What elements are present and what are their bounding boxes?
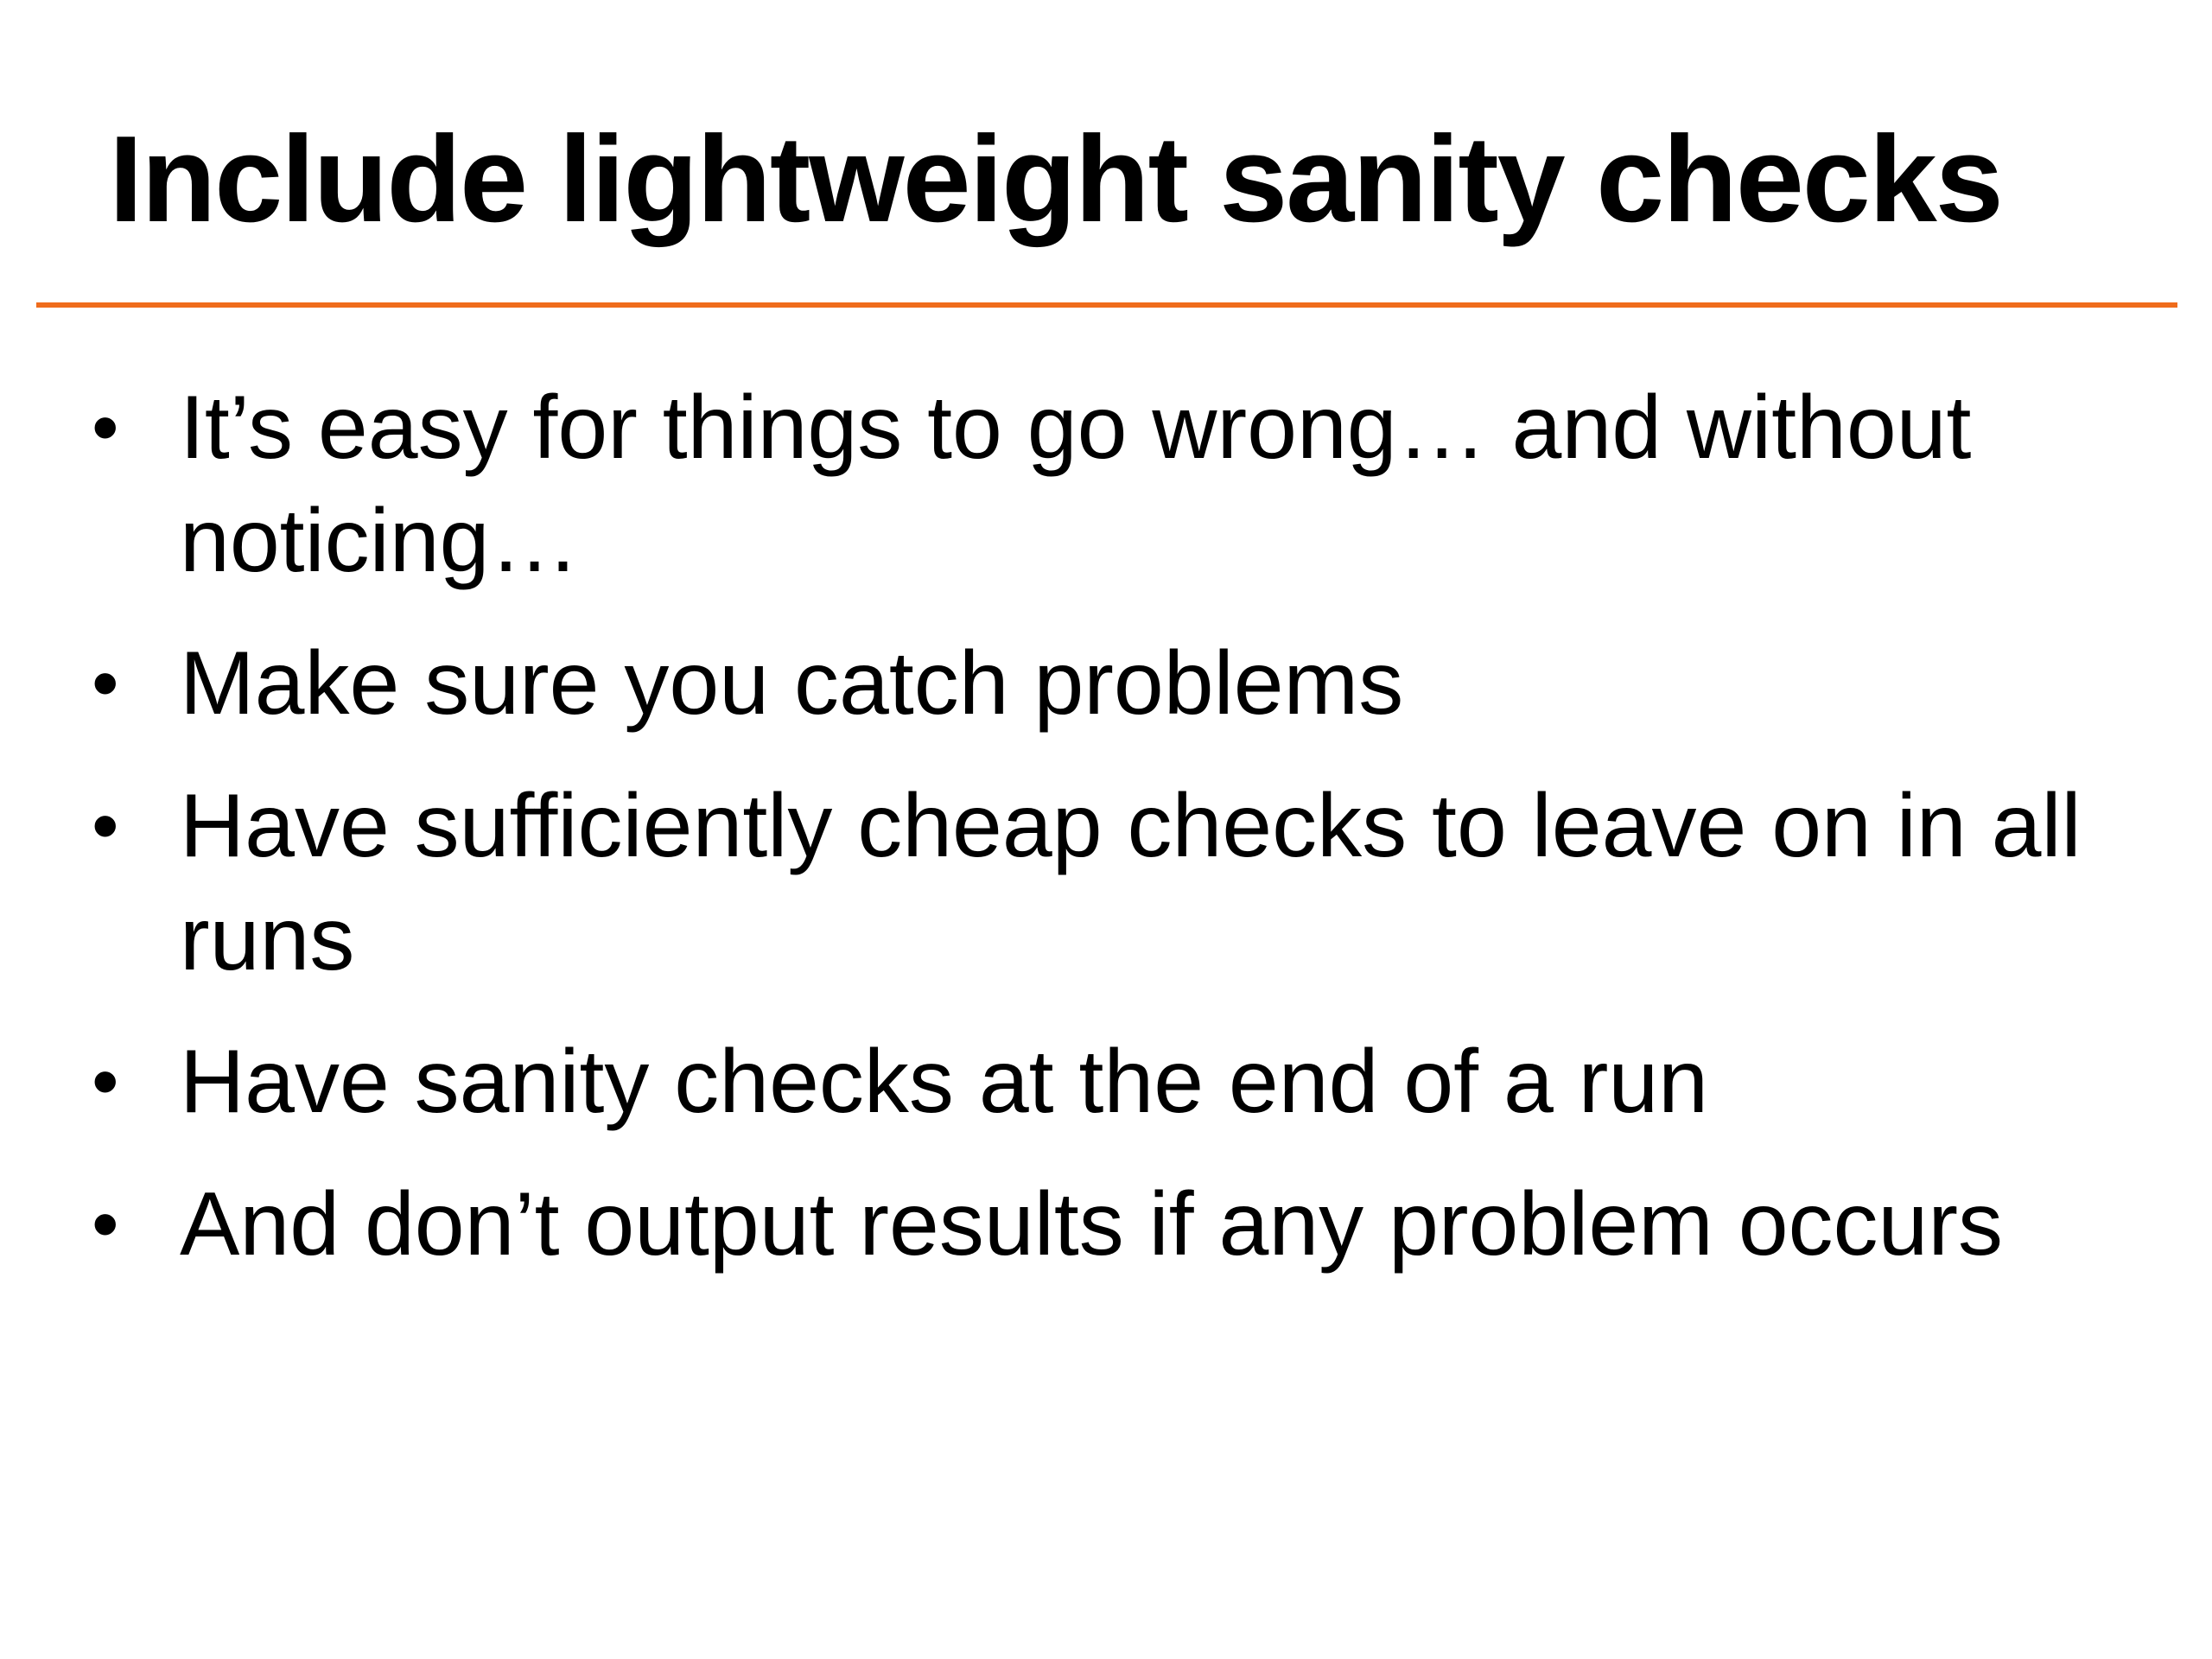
bullet-item-2 <box>92 627 2113 741</box>
bullet-icon: • <box>92 385 119 471</box>
bullet-text: It’s easy for things to go wrong… and without noticing… <box>180 378 1972 591</box>
bullet-item-5 <box>92 1168 2113 1281</box>
bullet-icon: • <box>92 783 119 869</box>
slide-title: Include lightweight sanity checks <box>109 111 2002 248</box>
bullet-text: And don’t output results if any problem occurs <box>180 1174 2004 1274</box>
bullet-icon: • <box>92 640 119 727</box>
bullet-text: Have sanity checks at the end of a run <box>180 1032 1709 1132</box>
bullet-item-3 <box>92 770 2113 996</box>
bullet-text: Make sure you catch problems <box>180 633 1404 734</box>
bullet-text: Have sufficiently cheap checks to leave on in all runs <box>180 776 2082 989</box>
bullet-list <box>92 372 2113 1311</box>
bullet-icon: • <box>92 1039 119 1125</box>
bullet-item-4 <box>92 1026 2113 1139</box>
bullet-icon: • <box>92 1181 119 1268</box>
bullet-item-1 <box>92 372 2113 598</box>
title-divider <box>36 302 2177 308</box>
